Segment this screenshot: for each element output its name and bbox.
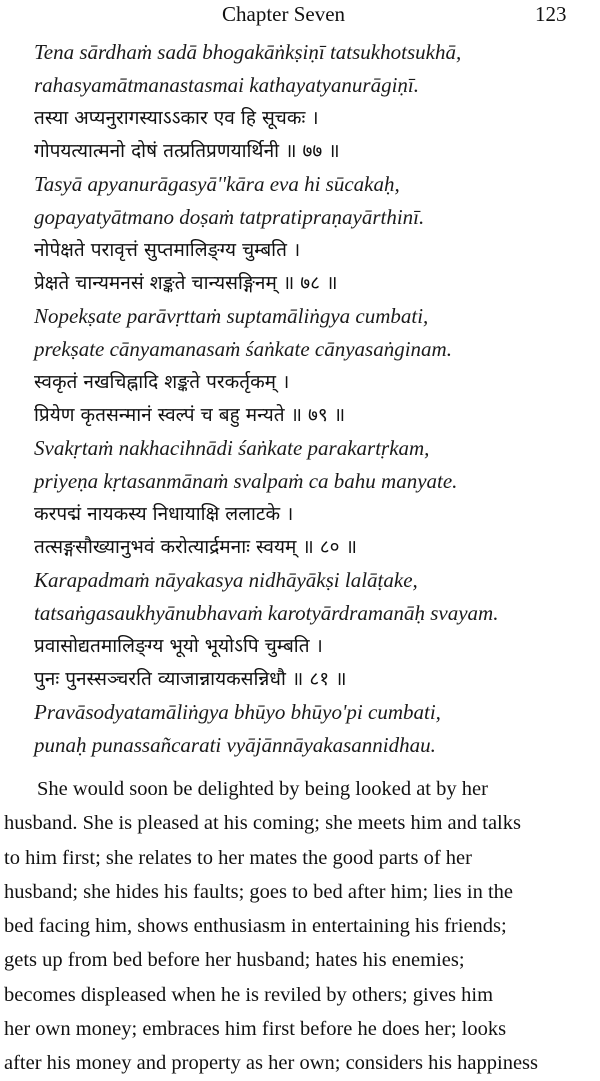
prose-line: gets up from bed before her husband; hates his enemies;: [4, 949, 465, 972]
prose-line: after his money and property as her own; considers his happiness: [4, 1052, 539, 1075]
page-number: 123: [535, 2, 567, 26]
transliteration-line: Tena sārdhaṁ sadā bhogakāṅkṣiṇī tatsukhotsukhā,: [34, 40, 462, 64]
prose-line: becomes displeased when he is reviled by others; gives him: [4, 983, 494, 1006]
transliteration-line: Nopekṣate parāvṛttaṁ suptamāliṅgya cumbati,: [34, 304, 429, 328]
prose-line: husband. She is pleased at his coming; she meets him and talks: [4, 812, 521, 835]
transliteration-line: punaḥ punassañcarati vyājānnāyakasannidhau.: [34, 733, 436, 757]
transliteration-line: gopayatyātmano doṣaṁ tatpratipraṇayārthinī.: [34, 205, 425, 229]
prose-line: She would soon be delighted by being looked at by her: [37, 778, 488, 800]
verse-block: [34, 36, 590, 762]
sanskrit-verse-line: प्रवासोद्यतमालिङ्ग्य भूयो भूयोऽपि चुम्बति ।: [34, 635, 323, 657]
prose-line: her own money; embraces him first before he does her; looks: [4, 1018, 507, 1041]
sanskrit-verse-line: नोपेक्षते परावृत्तं सुप्तमालिङ्ग्य चुम्बति ।: [34, 239, 301, 261]
transliteration-line: Karapadmaṁ nāyakasya nidhāyākṣi lalāṭake,: [34, 568, 418, 592]
sanskrit-verse-line: पुनः पुनस्सञ्चरति व्याजान्नायकसन्निधौ ॥ ८१ ॥: [34, 668, 347, 690]
sanskrit-verse-line: गोपयत्यात्मनो दोषं तत्प्रतिप्रणयार्थिनी ॥ ७७ ॥: [34, 140, 340, 162]
sanskrit-verse-line: तस्या अप्यनुरागस्याऽऽकार एव हि सूचकः ।: [34, 107, 319, 129]
prose-line: husband; she hides his faults; goes to bed after him; lies in the: [4, 880, 513, 903]
sanskrit-verse-line: स्वकृतं नखचिह्नादि शङ्कते परकर्तृकम् ।: [34, 371, 290, 393]
transliteration-line: Tasyā apyanurāgasyā''kāra eva hi sūcakaḥ,: [34, 172, 400, 196]
transliteration-line: priyeṇa kṛtasanmānaṁ svalpaṁ ca bahu manyate.: [34, 469, 458, 493]
sanskrit-verse-line: प्रियेण कृतसन्मानं स्वल्पं च बहु मन्यते ॥ ७९ ॥: [34, 404, 346, 426]
sanskrit-verse-line: करपद्मं नायकस्य निधायाक्षि ललाटके ।: [34, 503, 294, 525]
transliteration-line: Svakṛtaṁ nakhacihnādi śaṅkate parakartṛkam,: [34, 436, 430, 460]
transliteration-line: tatsaṅgasaukhyānubhavaṁ karotyārdramanāḥ svayam.: [34, 601, 499, 625]
transliteration-line: Pravāsodyatamāliṅgya bhūyo bhūyo'pi cumbati,: [34, 700, 441, 724]
transliteration-line: rahasyamātmanastasmai kathayatyanurāgiṇī.: [34, 73, 419, 97]
sanskrit-verse-line: प्रेक्षते चान्यमनसं शङ्कते चान्यसङ्गिनम् ॥ ७८ ॥: [34, 272, 338, 294]
prose-line: to him first; she relates to her mates the good parts of her: [4, 846, 472, 869]
sanskrit-verse-line: तत्सङ्गसौख्यानुभवं करोत्यार्द्रमनाः स्वयम् ॥ ८० ॥: [34, 536, 357, 558]
running-header: [0, 0, 600, 30]
commentary-paragraph: [4, 772, 596, 1081]
transliteration-line: prekṣate cānyamanasaṁ śaṅkate cānyasaṅginam.: [34, 337, 452, 361]
prose-line: bed facing him, shows enthusiasm in entertaining his friends;: [4, 915, 507, 938]
chapter-title: Chapter Seven: [222, 2, 346, 26]
